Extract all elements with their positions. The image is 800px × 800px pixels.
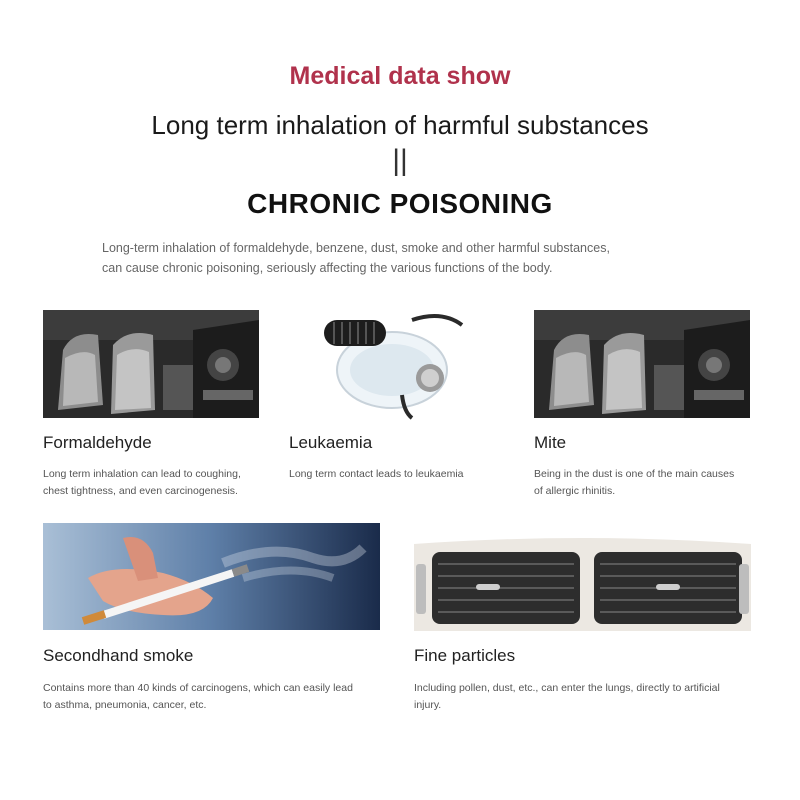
intro-text <box>102 238 702 278</box>
card-desc-mite: Being in the dust is one of the main causes of allergic rhinitis. <box>534 468 735 497</box>
card-title-mite: Mite <box>534 433 567 452</box>
intro-line-1: Long-term inhalation of formaldehyde, benzene, dust, smoke and other harmful substances, <box>102 241 610 255</box>
air-purifier-mask-photo <box>312 300 482 425</box>
card-desc-secondhand-smoke: Contains more than 40 kinds of carcinogens, which can easily lead to asthma, pneumonia, cancer, etc. <box>43 682 353 711</box>
card-title-secondhand-smoke: Secondhand smoke <box>43 646 194 665</box>
headline: Long term inhalation of harmful substances <box>151 110 649 140</box>
card-title-leukaemia: Leukaemia <box>289 433 373 452</box>
card-desc-leukaemia: Long term contact leads to leukaemia <box>289 468 464 480</box>
car-interior-photo <box>534 310 750 418</box>
kicker-title: Medical data show <box>289 62 511 90</box>
chronic-poisoning-title: CHRONIC POISONING <box>247 188 553 219</box>
cigarette-hand-photo <box>43 523 380 630</box>
card-title-fine-particles: Fine particles <box>414 646 516 665</box>
card-desc-formaldehyde: Long term inhalation can lead to coughing, chest tightness, and even carcinogenesis. <box>43 468 241 497</box>
car-interior-photo <box>43 310 259 418</box>
car-air-vent-photo <box>414 524 751 631</box>
equals-separator: || <box>392 144 408 177</box>
card-title-formaldehyde: Formaldehyde <box>43 433 152 452</box>
card-desc-fine-particles: Including pollen, dust, etc., can enter the lungs, directly to artificial injury. <box>414 682 720 711</box>
intro-line-2: can cause chronic poisoning, seriously affecting the various functions of the body. <box>102 261 553 275</box>
